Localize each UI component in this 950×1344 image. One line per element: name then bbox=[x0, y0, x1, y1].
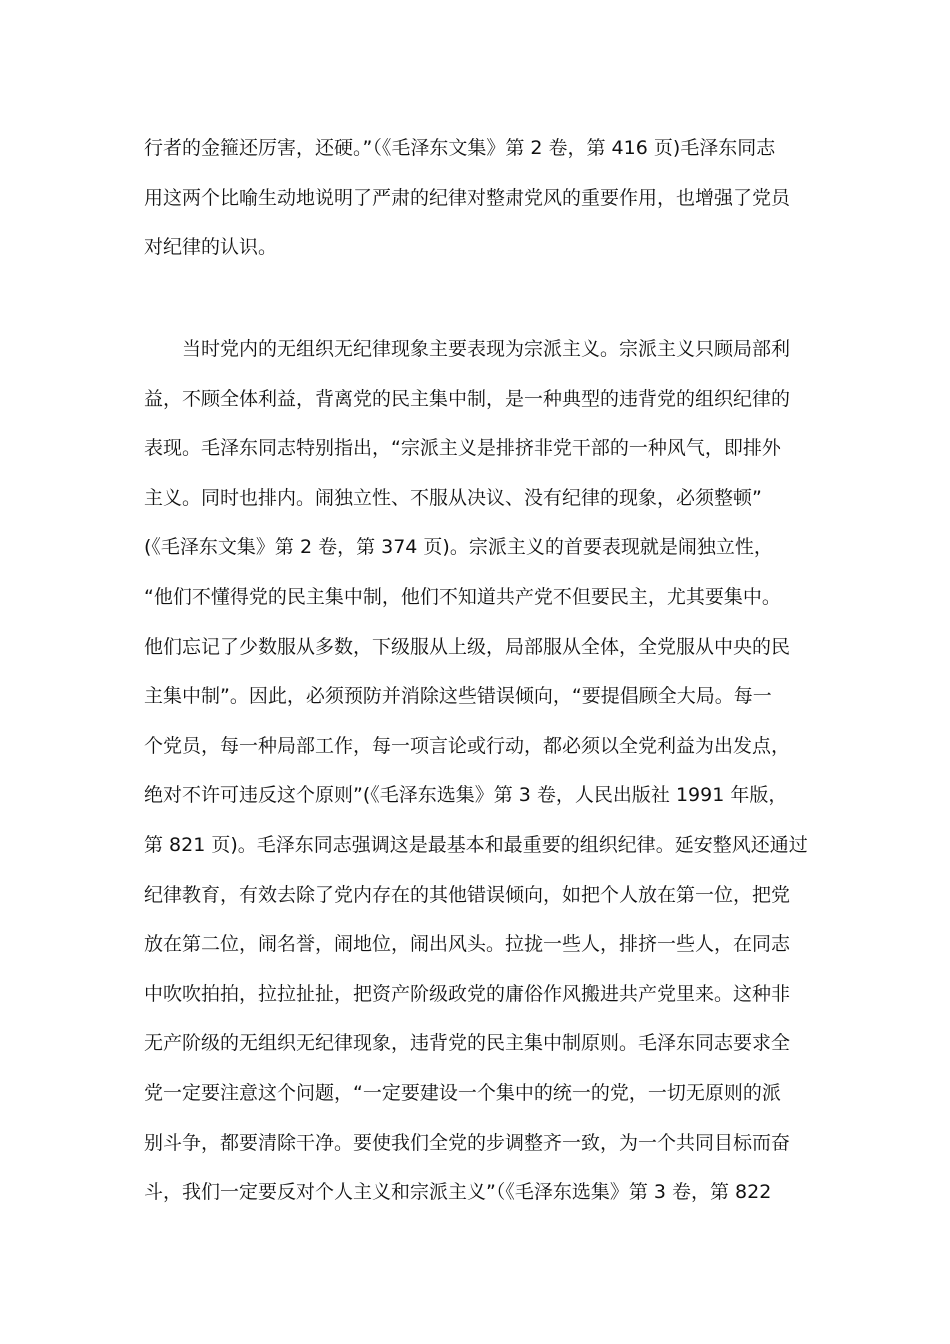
text-line: 主义。同时也排内。闹独立性、不服从决议、没有纪律的现象，必须整顿” bbox=[144, 486, 762, 509]
text-line: 对纪律的认识。 bbox=[144, 236, 278, 259]
text-line: 主集中制”。因此，必须预防并消除这些错误倾向，“要提倡顾全大局。每一 bbox=[144, 685, 772, 708]
text-line: (《毛泽东文集》第 2 卷，第 374 页)。宗派主义的首要表现就是闹独立性， bbox=[144, 536, 773, 559]
text-line: 别斗争，都要清除干净。要使我们全党的步调整齐一致，为一个共同目标而奋 bbox=[144, 1131, 791, 1154]
text-line: 纪律教育，有效去除了党内存在的其他错误倾向，如把个人放在第一位，把党 bbox=[144, 883, 791, 906]
text-line: 行者的金箍还厉害，还硬。”（《毛泽东文集》第 2 卷，第 416 页)毛泽东同志 bbox=[144, 137, 776, 159]
text-line: 中吹吹拍拍，拉拉扯扯，把资产阶级政党的庸俗作风搬进共产党里来。这种非 bbox=[144, 982, 791, 1005]
text-line: 斗，我们一定要反对个人主义和宗派主义”（《毛泽东选集》第 3 卷，第 822 bbox=[144, 1181, 772, 1204]
text-line: 表现。毛泽东同志特别指出，“宗派主义是排挤非党干部的一种风气，即排外 bbox=[144, 437, 781, 460]
text-line: 无产阶级的无组织无纪律现象，违背党的民主集中制原则。毛泽东同志要求全 bbox=[144, 1032, 791, 1055]
paragraph-1 bbox=[144, 124, 824, 273]
paragraph-2 bbox=[144, 325, 824, 1218]
text-line: 当时党内的无组织无纪律现象主要表现为宗派主义。宗派主义只顾局部利 bbox=[182, 338, 791, 360]
text-line: 他们忘记了少数服从多数，下级服从上级，局部服从全体，全党服从中央的民 bbox=[144, 635, 791, 658]
text-line: 党一定要注意这个问题，“一定要建设一个集中的统一的党，一切无原则的派 bbox=[144, 1081, 781, 1104]
text-line: 益，不顾全体利益，背离党的民主集中制，是一种典型的违背党的组织纪律的 bbox=[144, 387, 791, 410]
text-line: 放在第二位，闹名誉，闹地位，闹出风头。拉拢一些人，排挤一些人，在同志 bbox=[144, 933, 791, 956]
text-line: 第 821 页)。毛泽东同志强调这是最基本和最重要的组织纪律。延安整风还通过 bbox=[144, 833, 808, 856]
text-line: 用这两个比喻生动地说明了严肃的纪律对整肃党风的重要作用，也增强了党员 bbox=[144, 186, 791, 209]
text-line: 绝对不许可违反这个原则”(《毛泽东选集》第 3 卷，人民出版社 1991 年版， bbox=[144, 784, 788, 807]
text-line: “他们不懂得党的民主集中制，他们不知道共产党不但要民主，尤其要集中。 bbox=[144, 585, 781, 608]
text-line: 个党员，每一种局部工作，每一项言论或行动，都必须以全党利益为出发点， bbox=[144, 734, 791, 757]
